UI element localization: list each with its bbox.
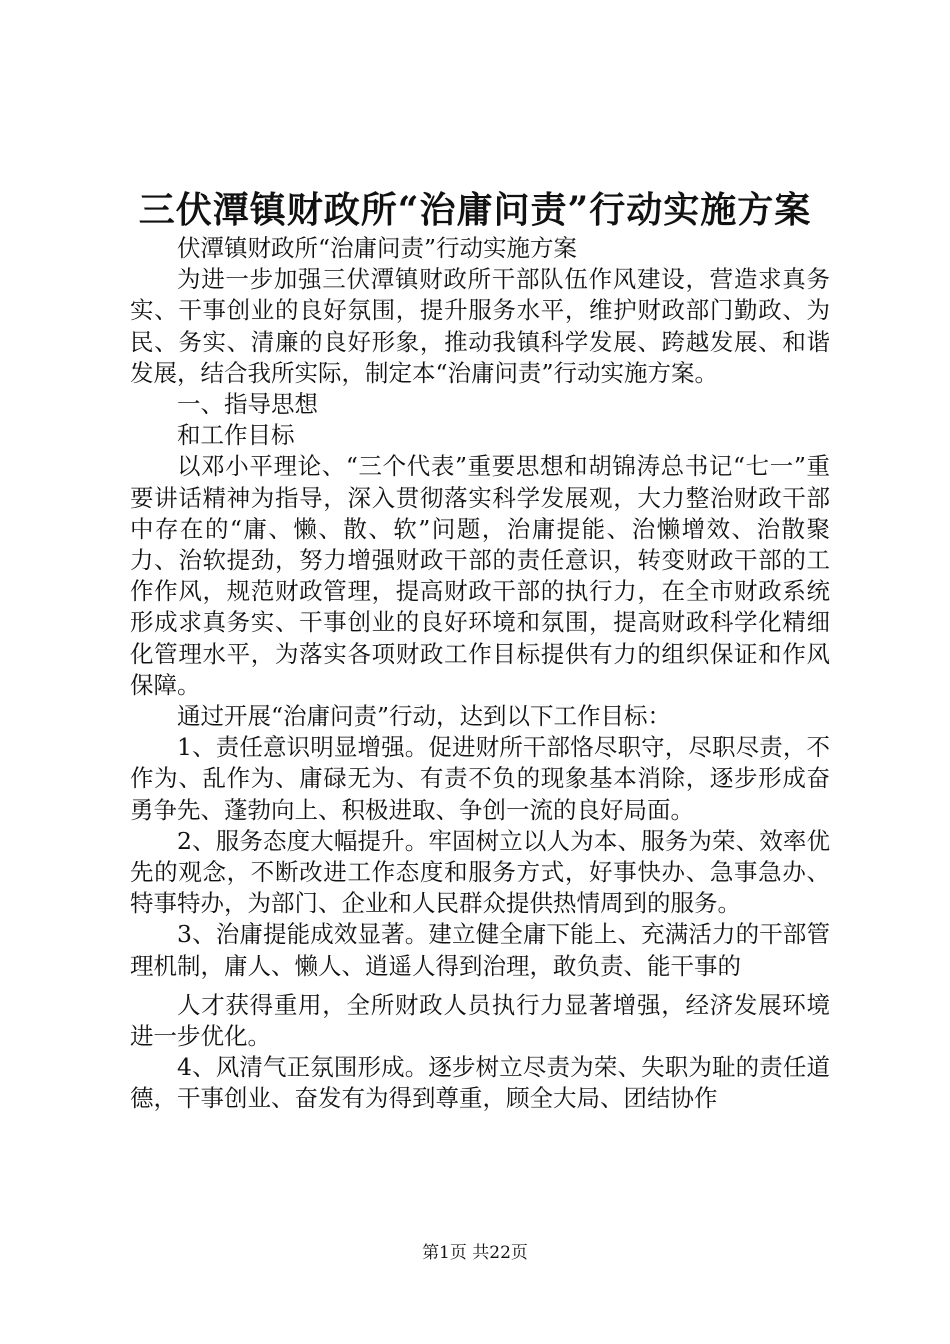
paragraph-gap — [130, 982, 830, 990]
document-title: 三伏潭镇财政所“治庸问责”行动实施方案 — [138, 189, 812, 231]
paragraph-goals-intro: 通过开展“治庸问责”行动，达到以下工作目标： — [177, 702, 672, 731]
paragraph-goal-3: 3、治庸提能成效显著。建立健全庸下能上、充满活力的干部管理机制，庸人、懒人、逍遥人得到治理，敢负责、能干事的 — [130, 920, 830, 980]
paragraph-intro: 为进一步加强三伏潭镇财政所干部队伍作风建设，营造求真务实、干事创业的良好氛围，提升服务水平，维护财政部门勤政、为民、务实、清廉的良好形象，推动我镇科学发展、跨越发展、和谐发展，结合我所实际，制定本“治庸问责”行动实施方案。 — [130, 265, 830, 387]
heading-work-goals: 和工作目标 — [177, 421, 295, 450]
paragraph-subtitle: 伏潭镇财政所“治庸问责”行动实施方案 — [177, 234, 578, 262]
paragraph-goal-1: 1、责任意识明显增强。促进财所干部恪尽职守，尽职尽责，不作为、乱作为、庸碌无为、有责不负的现象基本消除，逐步形成奋勇争先、蓬勃向上、积极进取、争创一流的良好局面。 — [130, 733, 830, 824]
document-body — [130, 233, 830, 1115]
paragraph-goal-3-cont: 人才获得重用，全所财政人员执行力显著增强，经济发展环境进一步优化。 — [130, 990, 830, 1051]
page-number: 第1页 共22页 — [422, 1243, 528, 1263]
heading-guiding-thought: 一、指导思想 — [177, 390, 318, 419]
paragraph-guiding: 以邓小平理论、“三个代表”重要思想和胡锦涛总书记“七一”重要讲话精神为指导，深入贯彻落实科学发展观，大力整治财政干部中存在的“庸、懒、散、软”问题，治庸提能、治懒增效、治散聚力、治软提劲，努力增强财政干部的责任意识，转变财政干部的工作作风，规范财政管理，提高财政干部的执行力，在全市财政系统形成求真务实、干事创业的良好环境和氛围，提高财政科学化精细化管理水平，为落实各项财政工作目标提供有力的组织保证和作风保障。 — [130, 452, 830, 699]
paragraph-goal-2: 2、服务态度大幅提升。牢固树立以人为本、服务为荣、效率优先的观念，不断改进工作态度和服务方式，好事快办、急事急办、特事特办，为部门、企业和人民群众提供热情周到的服务。 — [130, 826, 830, 918]
paragraph-goal-4: 4、风清气正氛围形成。逐步树立尽责为荣、失职为耻的责任道德，干事创业、奋发有为得到尊重，顾全大局、团结协作 — [130, 1053, 830, 1113]
